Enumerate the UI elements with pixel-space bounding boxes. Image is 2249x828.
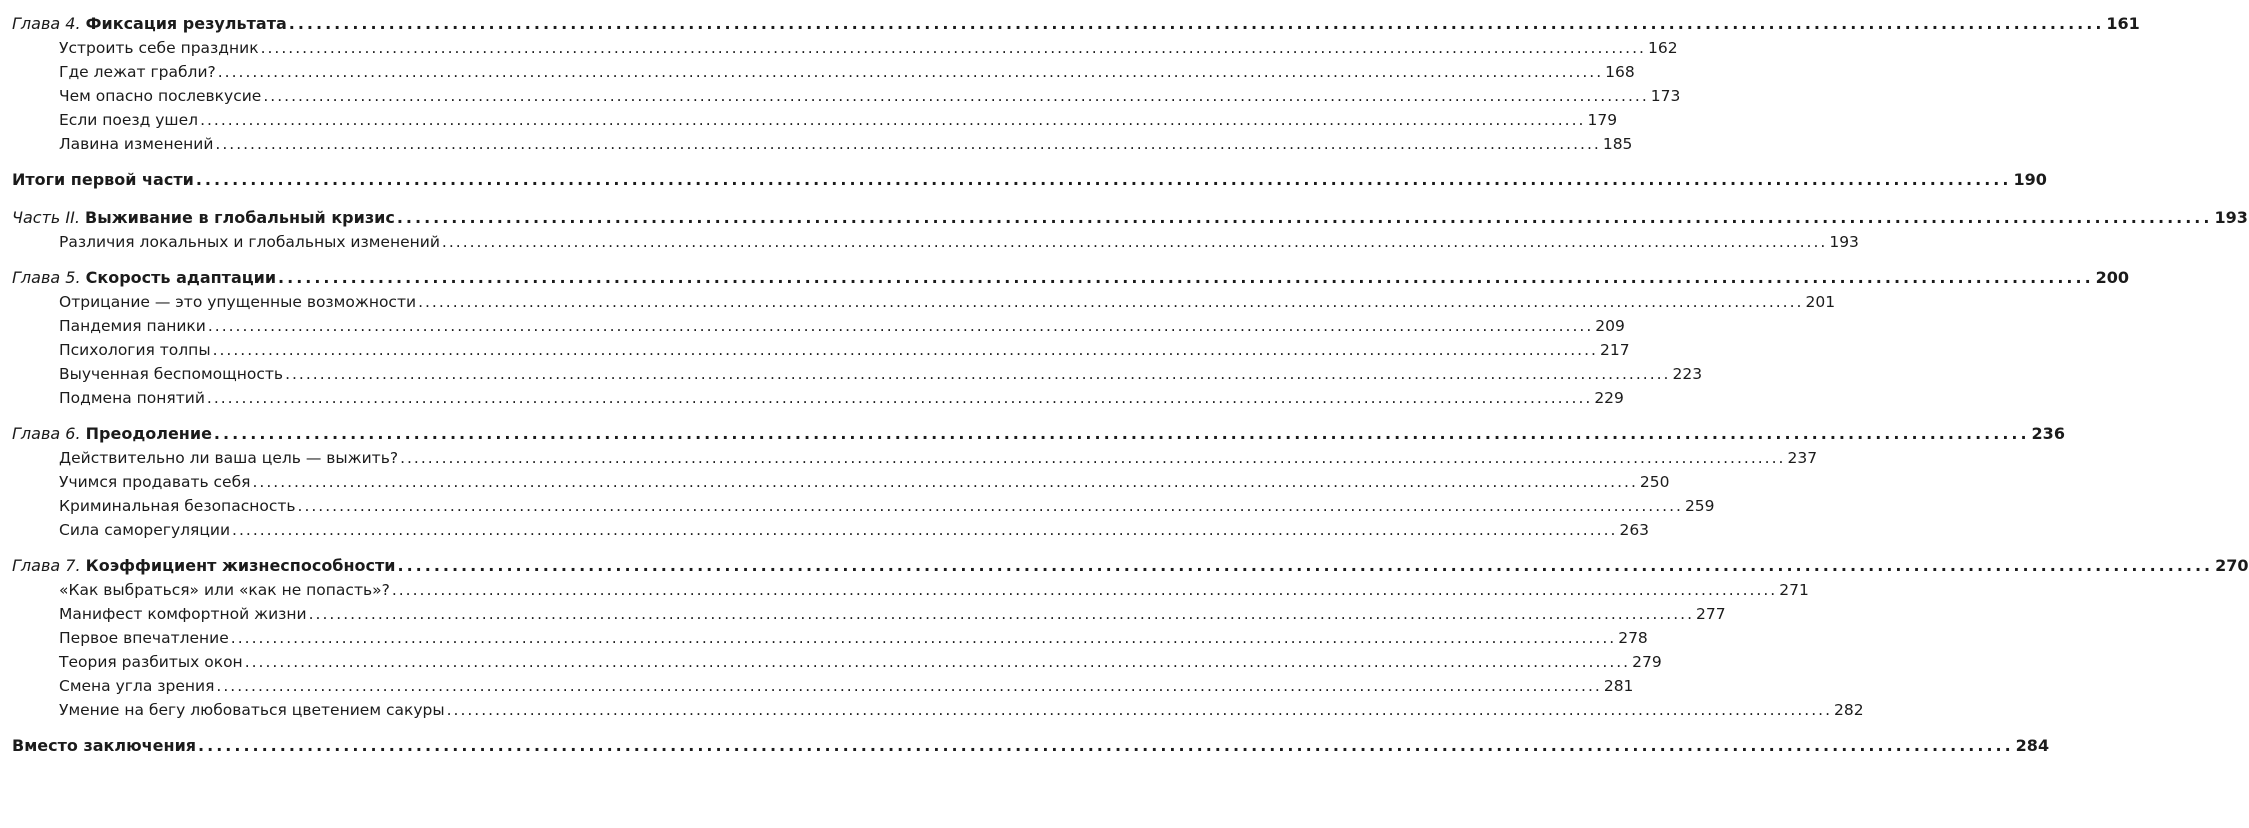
chapter-title: Коэффициент жизнеспособности [85,556,396,575]
dot-leader: ........................................................................................................................................................................................................ [215,135,1601,153]
dot-leader: ........................................................................................................................................................................................................ [213,424,2030,443]
dot-leader: ........................................................................................................................................................................................................ [288,14,2105,33]
dot-leader: ........................................................................................................................................................................................................ [244,653,1631,671]
toc-chapter-7-heading [12,554,2249,578]
dot-leader: ........................................................................................................................................................................................................ [195,170,2012,189]
section-title: Вместо заключения [12,736,197,755]
toc-entry [12,132,1633,156]
toc-entry [12,698,1864,722]
dot-leader: ........................................................................................................................................................................................................ [217,63,1604,81]
section-title: Итоги первой части [12,170,194,189]
page-number: 278 [1618,629,1648,647]
page-number: 209 [1595,317,1625,335]
page-number: 217 [1599,341,1630,359]
toc-entry [12,650,1662,674]
toc-entry [12,518,1650,542]
page-number: 271 [1779,581,1809,599]
page-number: 282 [1834,701,1864,719]
page-number: 237 [1787,449,1818,467]
page-number: 277 [1696,605,1726,623]
dot-leader: ........................................................................................................................................................................................................ [278,268,2094,287]
dot-leader: ........................................................................................................................................................................................................ [260,39,1646,57]
toc-entry [12,314,1625,338]
toc-entry [12,578,1809,602]
part-title: Выживание в глобальный кризис [85,208,395,227]
toc-entry [12,626,1648,650]
entry-label: Пандемия паники [59,317,206,335]
page-number: 229 [1594,389,1624,407]
entry-label: Чем опасно послевкусие [59,87,262,105]
page-number: 190 [2013,170,2047,189]
dot-leader: ........................................................................................................................................................................................................ [396,208,2213,227]
toc-entry [12,674,1634,698]
entry-label: «Как выбраться» или «как не попасть»? [59,581,390,599]
toc-entry [12,386,1624,410]
page-number: 263 [1619,521,1650,539]
spacer [12,192,576,206]
toc-entry [12,108,1618,132]
toc-chapter-6-heading [12,422,2065,446]
page-number: 161 [2106,14,2140,33]
dot-leader: ........................................................................................................................................................................................................ [230,629,1617,647]
entry-label: Психология толпы [59,341,211,359]
entry-label: Учимся продавать себя [59,473,251,491]
toc-entry [12,602,1726,626]
toc-entry [12,60,1635,84]
part-prefix: Часть II. [12,208,80,227]
page-number: 179 [1587,111,1618,129]
dot-leader: ........................................................................................................................................................................................................ [252,473,1638,491]
page-number: 185 [1602,135,1633,153]
page-number: 250 [1639,473,1670,491]
toc-part1-summary [12,168,2047,192]
chapter-prefix: Глава 4. [12,14,81,33]
entry-label: Умение на бегу любоваться цветением сакуры [59,701,445,719]
entry-label: Устроить себе праздник [59,39,259,57]
toc-entry [12,362,1703,386]
entry-label: Где лежат грабли? [59,63,216,81]
toc-entry [12,36,1678,60]
spacer [12,410,576,422]
page-number: 162 [1647,39,1678,57]
chapter-prefix: Глава 7. [12,556,81,575]
dot-leader: ........................................................................................................................................................................................................ [308,605,1694,623]
toc-entry [12,290,1836,314]
entry-label: Подмена понятий [59,389,205,407]
toc-conclusion [12,734,2050,758]
entry-label: Различия локальных и глобальных изменений [59,233,440,251]
page-number: 201 [1805,293,1836,311]
toc-entry [12,446,1818,470]
toc-part-2-heading [12,206,2248,230]
toc-entry [12,494,1715,518]
page-number: 223 [1672,365,1703,383]
chapter-title: Преодоление [85,424,212,443]
dot-leader: ........................................................................................................................................................................................................ [441,233,1828,251]
page-number: 193 [1829,233,1859,251]
page-number: 259 [1684,497,1715,515]
entry-label: Сила саморегуляции [59,521,231,539]
dot-leader: ........................................................................................................................................................................................................ [391,581,1778,599]
dot-leader: ........................................................................................................................................................................................................ [206,389,1593,407]
chapter-title: Скорость адаптации [85,268,277,287]
toc-entry [12,84,1681,108]
spacer [12,156,576,168]
dot-leader: ........................................................................................................................................................................................................ [263,87,1649,105]
page-number: 173 [1650,87,1681,105]
dot-leader: ........................................................................................................................................................................................................ [397,556,2214,575]
page-number: 284 [2015,736,2050,755]
entry-label: Действительно ли ваша цель — выжить? [59,449,399,467]
dot-leader: ........................................................................................................................................................................................................ [400,449,1786,467]
toc-entry [12,230,1859,254]
chapter-prefix: Глава 6. [12,424,81,443]
chapter-prefix: Глава 5. [12,268,81,287]
dot-leader: ........................................................................................................................................................................................................ [216,677,1602,695]
dot-leader: ........................................................................................................................................................................................................ [418,293,1804,311]
entry-label: Теория разбитых окон [59,653,243,671]
dot-leader: ........................................................................................................................................................................................................ [207,317,1594,335]
entry-label: Первое впечатление [59,629,229,647]
toc-entry [12,470,1670,494]
entry-label: Отрицание — это упущенные возможности [59,293,417,311]
dot-leader: ........................................................................................................................................................................................................ [446,701,1832,719]
dot-leader: ........................................................................................................................................................................................................ [285,365,1671,383]
spacer [12,254,576,266]
spacer [12,542,576,554]
dot-leader: ........................................................................................................................................................................................................ [212,341,1598,359]
page-number: 193 [2214,208,2248,227]
toc-chapter-4-heading [12,12,2140,36]
toc-entry [12,338,1630,362]
entry-label: Выученная беспомощность [59,365,284,383]
entry-label: Криминальная безопасность [59,497,296,515]
entry-label: Если поезд ушел [59,111,199,129]
spacer [12,722,576,734]
page-number: 168 [1605,63,1635,81]
page-number: 270 [2215,556,2249,575]
page-number: 281 [1603,677,1634,695]
dot-leader: ........................................................................................................................................................................................................ [297,497,1683,515]
page-number: 279 [1632,653,1662,671]
dot-leader: ........................................................................................................................................................................................................ [200,111,1586,129]
entry-label: Смена угла зрения [59,677,215,695]
chapter-title: Фиксация результата [85,14,287,33]
entry-label: Лавина изменений [59,135,214,153]
page-number: 200 [2095,268,2130,287]
dot-leader: ........................................................................................................................................................................................................ [232,521,1618,539]
entry-label: Манифест комфортной жизни [59,605,307,623]
toc-chapter-5-heading [12,266,2130,290]
page-number: 236 [2031,424,2065,443]
dot-leader: ........................................................................................................................................................................................................ [198,736,2014,755]
